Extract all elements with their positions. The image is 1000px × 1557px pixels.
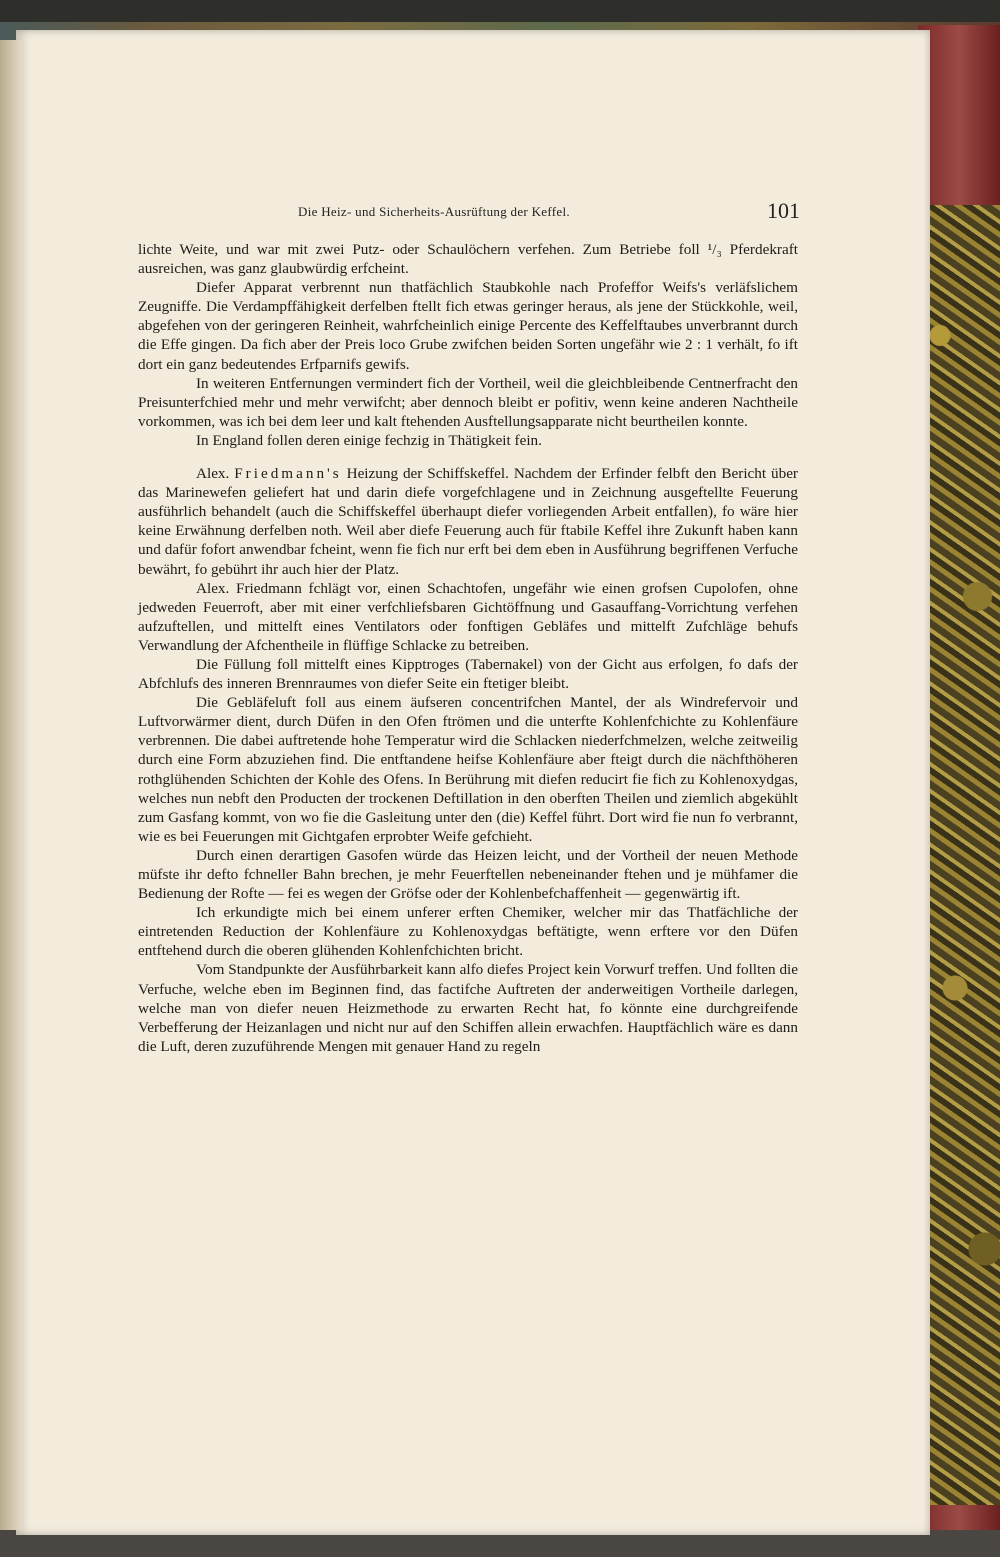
paragraph-prefix: Alex. bbox=[196, 465, 235, 483]
paragraph: Vom Standpunkte der Ausführbarkeit kann alfo diefes Project kein Vorwurf treffen. Und follten die Verfuche, welche eben im Beginnen find, das factifche Auftreten der anderweitigen Vortheile darlegen, welche man von diefer neuen Heizmethode zu erwarten Recht hat, fo könnte eine durchgreifende Verbefferung der Heizanlagen und nicht nur auf den Schiffen allein erwachfen. Hauptfächlich wäre es dann die Luft, deren zuzuführende Mengen mit genauer Hand zu regeln bbox=[138, 961, 798, 1055]
section-paragraph-friedmann bbox=[138, 464, 798, 579]
paragraph: Ich erkundigte mich bei einem unferer erften Chemiker, welcher mir das Thatfächliche der eintretenden Reduction der Kohlenfäure zu Kohlenoxydgas beftätigte, wenn erftere vor den Düfen entftehend durch die oberen glühenden Kohlenfchichten bricht. bbox=[138, 904, 798, 960]
paragraph: In weiteren Entfernungen vermindert fich der Vortheil, weil die gleichbleibende Centnerfracht den Preisunterfchied mehr und mehr verwifcht; aber dennoch bleibt er pofitiv, wenn keine anderen Nachtheile vorkommen, was ich bei dem leer und kalt ftehenden Ausftellungsapparate nicht beurtheilen konnte. bbox=[138, 374, 798, 430]
paragraph: Alex. Friedmann fchlägt vor, einen Schachtofen, ungefähr wie einen grofsen Cupolofen, ohne jedweden Feuerroft, aber mit einer verfchliefsbaren Gichtöffnung und Gasauffang-Vorrichtung verfehen aufzuftellen, und mittelft eines Ventilators oder fonftigen Gebläfes und mittelft Zufchläge behufs Verwandlung der Afchentheile in flüffige Schlacke zu betreiben. bbox=[138, 579, 798, 654]
paragraph: Die Gebläfeluft foll aus einem äufseren concentrifchen Mantel, der als Windrefervoir und Luftvorwärmer dient, durch Düfen in den Ofen ftrömen und die unterfte Kohlenfchichte zu Kohlenfäure verbrennen. Die dabei auftretende hohe Temperatur wird die Schlacken niederfchmelzen, welche zeitweilig durch eine Form abzuziehen find. Die entftandene heifse Kohlenfäure aber fteigt durch die nächfthöheren rothglühenden Schichten der Kohle des Ofens. In Berührung mit diefen reducirt fie fich zu Kohlenoxydgas, welches nun nebft den Producten der trockenen Deftillation in den oberften Theilen und ziemlich abgekühlt zum Gasfang kommt, von wo fie die Gasleitung unter den (die) Keffel führt. Dort wird fie nun fo verbrannt, wie es bei Feuerungen mit Gichtgafen erprobter Weife gefchieht. bbox=[138, 694, 798, 845]
paragraph: In England follen deren einige fechzig in Thätigkeit fein. bbox=[196, 431, 542, 449]
paragraph: Diefer Apparat verbrennt nun thatfächlich Staubkohle nach Profeffor Weifs's verläfslichem Zeugniffe. Die Verdampffähigkeit derfelben ftellt fich etwas geringer heraus, als jene der Stückkohle, weil, abgefehen von der geringeren Reinheit, wahrfcheinlich einige Percente des Keffelftaubes unverbrannt durch die Effe gingen. Da fich aber der Preis loco Grube zwifchen beiden Sorten ungefähr wie 2 : 1 verhält, fo ift dort ein ganz bedeutendes Erfparnifs gewifs. bbox=[138, 279, 798, 373]
running-title: Die Heiz- und Sicherheits-Ausrüftung der Keffel. bbox=[298, 204, 570, 219]
paragraph-rest: Heizung der Schiffskeffel. Nachdem der Erfinder felbft den Bericht über das Marinewefen geliefert hat und darin diefe vorgefchlagene und in Zeichnung ausgeftellte Feuerung ausführlich behandelt (auch die Schiffskeffel überhaupt diefer vorliegenden Arbeit entfallen), fo wäre hier keine Erwähnung derfelben noth. Weil aber diefe Feuerung auch für ftabile Keffel ihre Zukunft haben kann und dafür fofort anwendbar fcheint, wenn fie fich nur erft bei dem eben in Ausführung begriffenen Verfuche bewährt, fo gebührt ihr auch hier der Platz. bbox=[138, 465, 798, 578]
body-text bbox=[138, 240, 798, 1056]
spine-leather bbox=[918, 25, 1000, 215]
marbled-cover-board bbox=[925, 205, 1000, 1510]
paragraph: lichte Weite, und war mit zwei Putz- oder Schaulöchern verfehen. Zum Betriebe foll ¹/₃ Pferdekraft ausreichen, was ganz glaubwürdig erfcheint. bbox=[138, 241, 798, 278]
spaced-name: Friedmann's bbox=[234, 465, 342, 483]
paragraph: Durch einen derartigen Gasofen würde das Heizen leicht, und der Vortheil der neuen Methode müfste ihr defto fchneller Bahn brechen, je mehr Feuerftellen nebeneinander ftehen und je mühfamer die Bedienung der Rofte — fei es wegen der Gröfse oder der Kohlenbefchaffenheit — gegenwärtig ift. bbox=[138, 846, 798, 903]
page-header bbox=[298, 198, 800, 228]
paragraph: Die Füllung foll mittelft eines Kipptroges (Tabernakel) von der Gicht aus erfolgen, fo dafs der Abfchlufs des inneren Brennraumes von diefer Seite ein ftetiger bleibt. bbox=[138, 655, 798, 693]
previous-page-edge bbox=[0, 40, 22, 1530]
page-number: 101 bbox=[767, 198, 800, 223]
